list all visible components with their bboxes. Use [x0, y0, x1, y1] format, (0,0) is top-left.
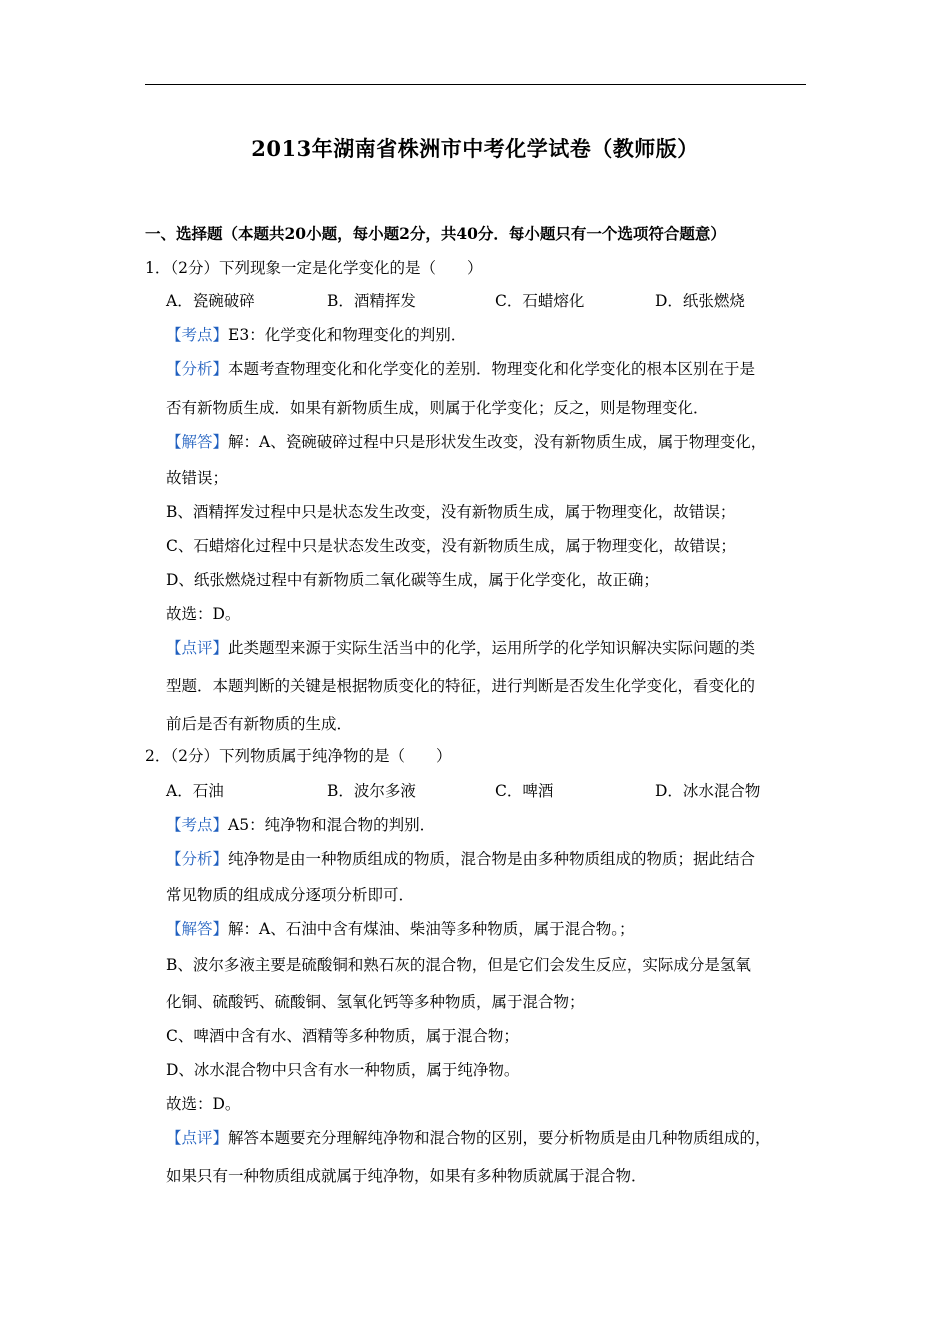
q1-answer: 故选：D。	[166, 605, 241, 623]
q2-jieda-b-1: B、波尔多液主要是硫酸铜和熟石灰的混合物，但是它们会发生反应，实际成分是氢氧	[166, 956, 751, 974]
q2-dianping-text-1: 解答本题要充分理解纯净物和混合物的区别，要分析物质是由几种物质组成的，	[228, 1129, 771, 1147]
q1-jieda-text-2: 故错误；	[166, 469, 229, 487]
q2-dianping	[166, 1127, 771, 1149]
q2-jieda-d: D、冰水混合物中只含有水一种物质，属于纯净物。	[166, 1061, 520, 1079]
q2-option-a: A．石油	[166, 782, 224, 800]
q2-option-b: B．波尔多液	[327, 782, 416, 800]
q2-option-d: D．冰水混合物	[655, 782, 761, 800]
q2-dianping-tag: 【点评】	[166, 1129, 229, 1147]
q1-jieda-c: C、石蜡熔化过程中只是状态发生改变，没有新物质生成，属于物理变化，故错误；	[166, 537, 736, 555]
q2-dianping-text-2: 如果只有一种物质组成就属于纯净物，如果有多种物质就属于混合物．	[166, 1167, 647, 1185]
q1-option-d: D．纸张燃烧	[655, 292, 745, 310]
q1-option-a: A．瓷碗破碎	[166, 292, 255, 310]
q2-jieda-b-2: 化铜、硫酸钙、硫酸铜、氢氧化钙等多种物质，属于混合物；	[166, 993, 585, 1011]
q2-answer: 故选：D。	[166, 1095, 241, 1113]
q2-jieda-text-1: 解：A、石油中含有煤油、柴油等多种物质，属于混合物。；	[228, 920, 635, 938]
q2-fenxi-text-1: 纯净物是由一种物质组成的物质，混合物是由多种物质组成的物质；据此结合	[228, 850, 756, 868]
q1-dianping-tag: 【点评】	[166, 639, 229, 657]
q2-jieda	[166, 918, 634, 940]
q1-fenxi-tag: 【分析】	[166, 360, 229, 378]
q1-fenxi	[166, 358, 755, 380]
q1-jieda-tag: 【解答】	[166, 433, 229, 451]
question-2-stem: 2．（2分）下列物质属于纯净物的是（ ）	[145, 747, 452, 765]
q2-fenxi-tag: 【分析】	[166, 850, 229, 868]
header-rule	[145, 84, 806, 85]
q1-option-c: C．石蜡熔化	[495, 292, 585, 310]
q2-jieda-tag: 【解答】	[166, 920, 229, 938]
q2-fenxi-text-2: 常见物质的组成成分逐项分析即可．	[166, 886, 415, 904]
q1-dianping-text-1: 此类题型来源于实际生活当中的化学，运用所学的化学知识解决实际问题的类	[228, 639, 756, 657]
q1-jieda-d: D、纸张燃烧过程中有新物质二氧化碳等生成，属于化学变化，故正确；	[166, 571, 659, 589]
q1-dianping	[166, 637, 755, 659]
q2-kaodian-tag: 【考点】	[166, 816, 229, 834]
section-heading: 一、选择题（本题共20小题，每小题2分，共40分．每小题只有一个选项符合题意）	[145, 224, 726, 243]
q2-kaodian-text: A5：纯净物和混合物的判别．	[228, 816, 436, 834]
question-1-stem: 1．（2分）下列现象一定是化学变化的是（ ）	[145, 259, 483, 277]
q2-jieda-c: C、啤酒中含有水、酒精等多种物质，属于混合物；	[166, 1027, 519, 1045]
q1-kaodian-tag: 【考点】	[166, 326, 229, 344]
q1-kaodian-text: E3：化学变化和物理变化的判别．	[228, 326, 467, 344]
q2-kaodian	[166, 814, 435, 836]
q1-fenxi-text-1: 本题考查物理变化和化学变化的差别．物理变化和化学变化的根本区别在于是	[228, 360, 756, 378]
page-title: 2013年湖南省株洲市中考化学试卷（教师版）	[251, 136, 699, 161]
q2-option-c: C．啤酒	[495, 782, 554, 800]
q1-dianping-text-3: 前后是否有新物质的生成．	[166, 715, 353, 733]
q1-dianping-text-2: 型题．本题判断的关键是根据物质变化的特征，进行判断是否发生化学变化，看变化的	[166, 677, 756, 695]
q2-fenxi	[166, 848, 755, 870]
q1-jieda	[166, 431, 766, 453]
q1-option-b: B．酒精挥发	[327, 292, 416, 310]
q1-jieda-b: B、酒精挥发过程中只是状态发生改变，没有新物质生成，属于物理变化，故错误；	[166, 503, 736, 521]
q1-fenxi-text-2: 否有新物质生成．如果有新物质生成，则属于化学变化；反之，则是物理变化．	[166, 399, 709, 417]
q1-jieda-text-1: 解：A、瓷碗破碎过程中只是形状发生改变，没有新物质生成，属于物理变化，	[228, 433, 767, 451]
q1-kaodian	[166, 324, 466, 346]
